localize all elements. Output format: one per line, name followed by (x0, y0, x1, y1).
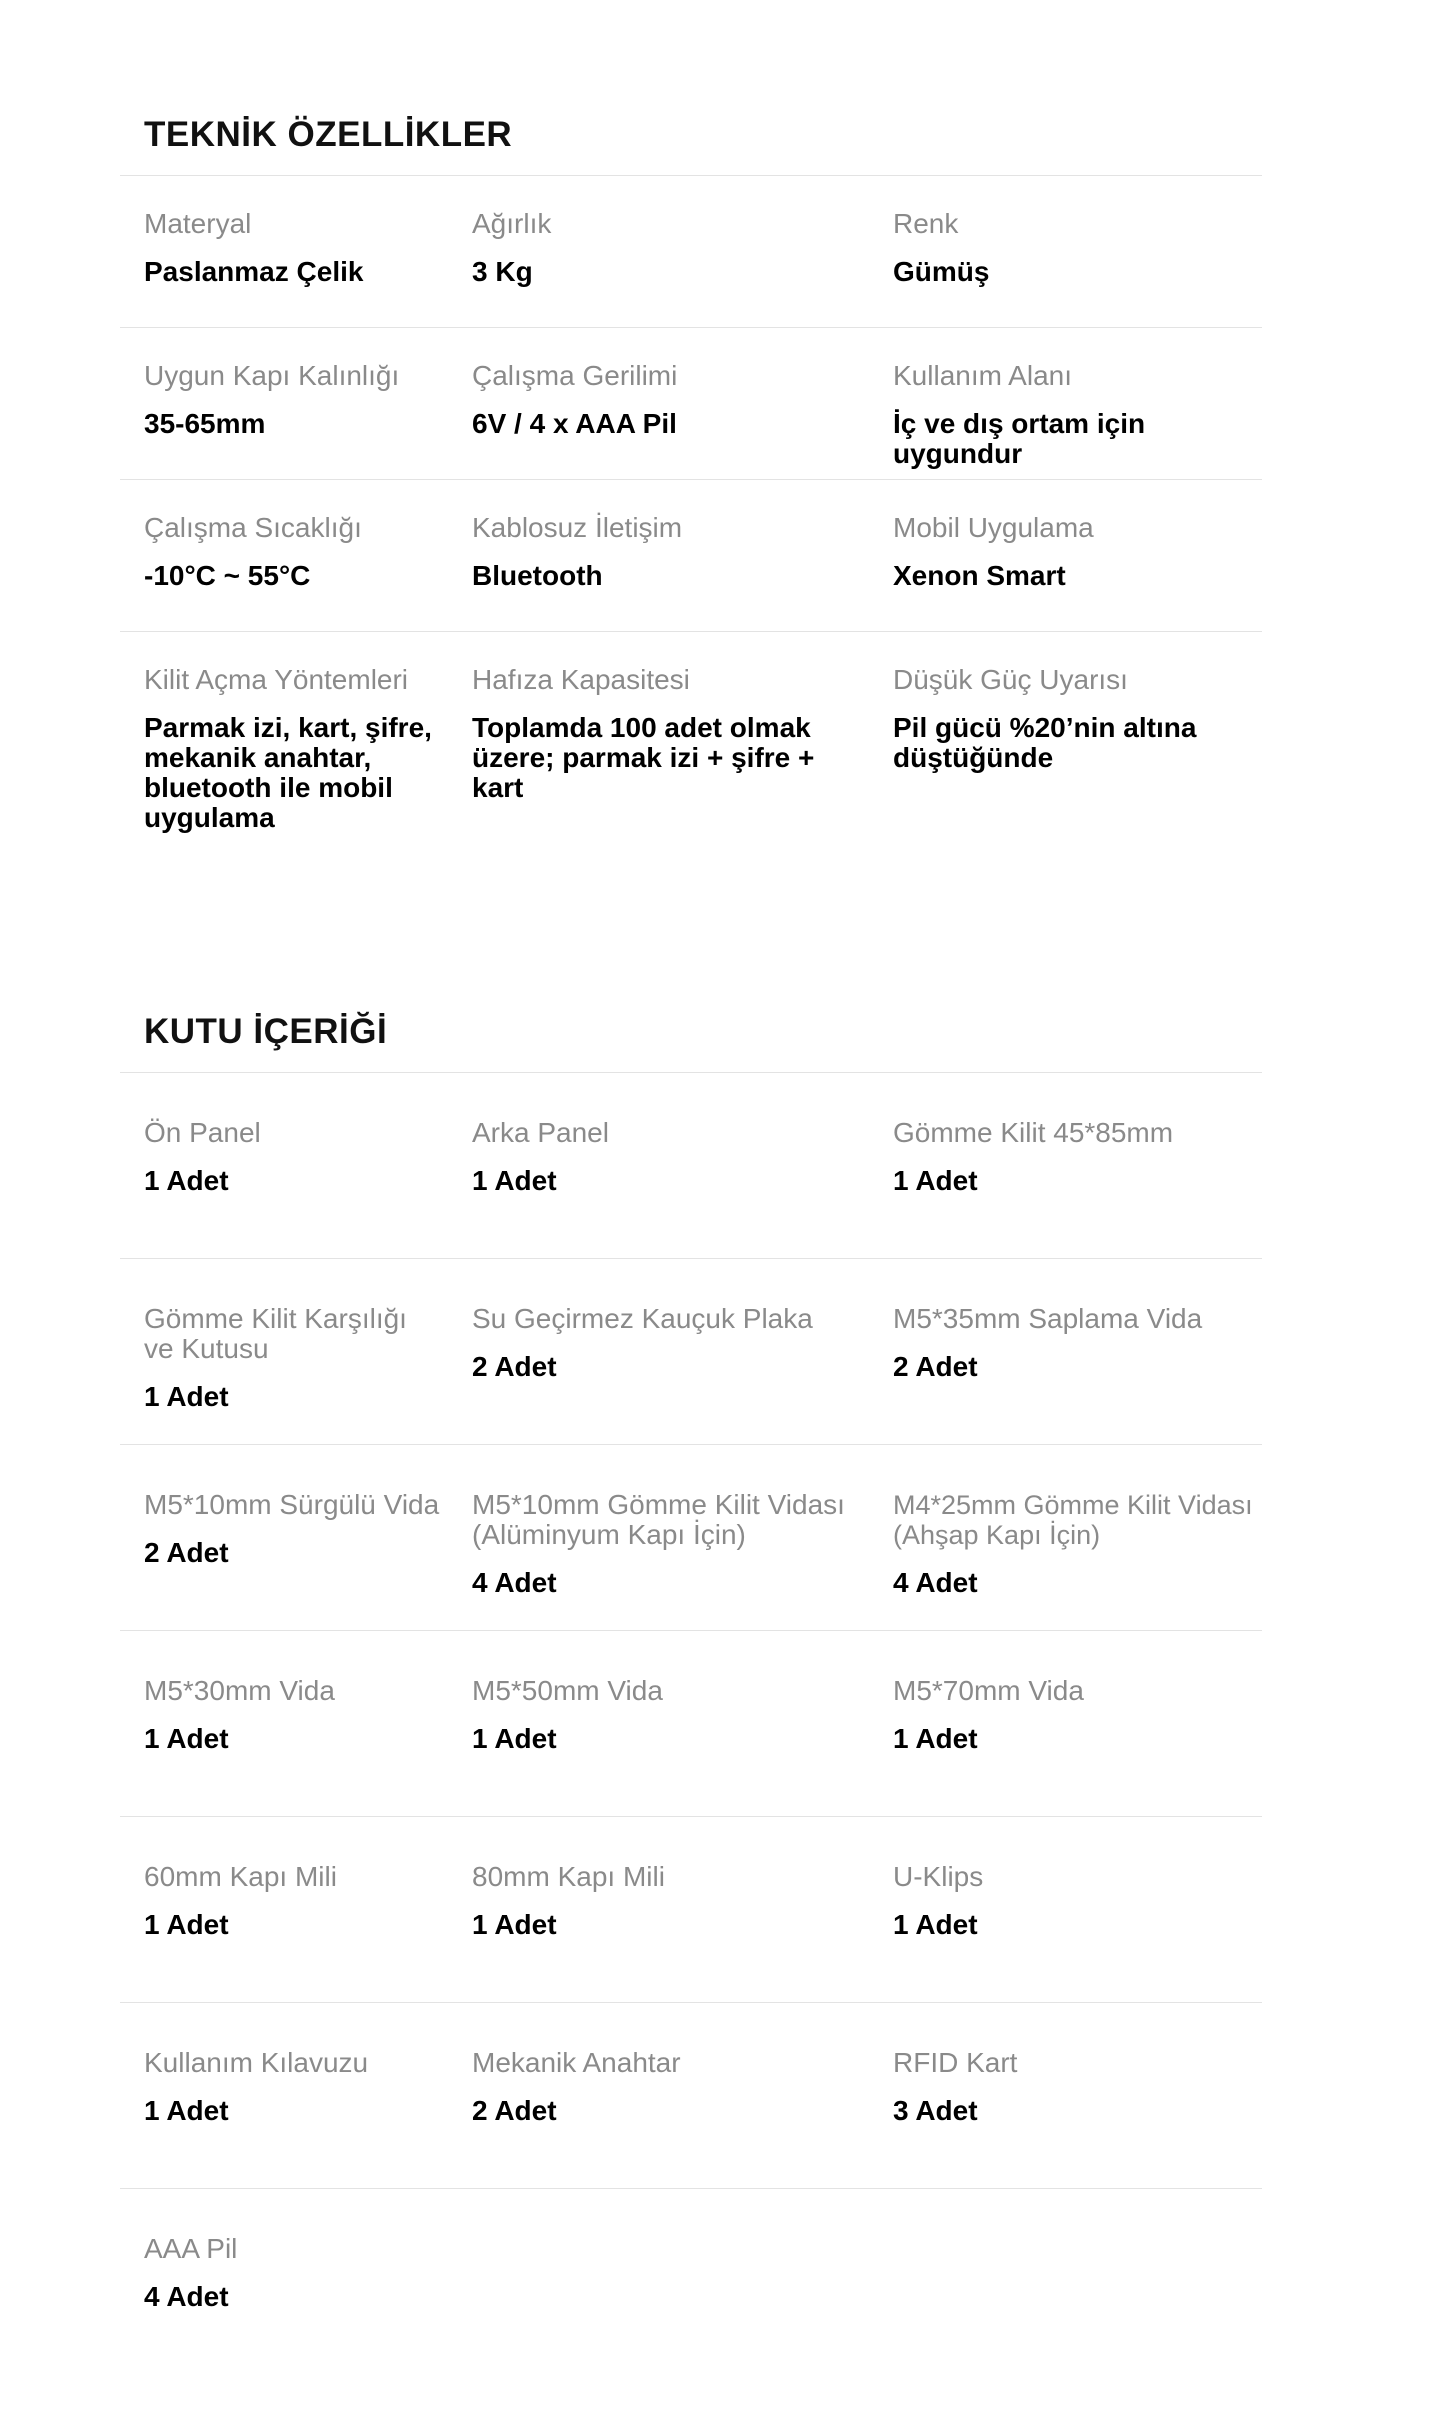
box-item-quantity: 4 Adet (472, 1567, 557, 1598)
box-item (120, 2048, 472, 2188)
box-item-quantity: 1 Adet (144, 1381, 229, 1412)
box-item (472, 1676, 893, 1816)
box-row (120, 1073, 1262, 1258)
box-item-label: Su Geçirmez Kauçuk Plaka (472, 1303, 813, 1334)
spec-value: İç ve dış ortam için uygundur (893, 408, 1146, 469)
box-item (120, 2234, 472, 2374)
spec-value: Toplamda 100 adet olmak üzere; parmak izi + şifre + kart (472, 712, 815, 803)
spec-value: 6V / 4 x AAA Pil (472, 408, 677, 439)
box-item-label: U-Klips (893, 1861, 984, 1892)
spec-label: Materyal (144, 208, 252, 239)
spec-value: 35-65mm (144, 408, 266, 439)
spec-cell (893, 209, 1262, 327)
box-item-quantity: 4 Adet (893, 1567, 978, 1598)
box-item-label: M4*25mm Gömme Kilit Vidası (Ahşap Kapı İçin) (893, 1490, 1253, 1550)
spec-value: -10°C ~ 55°C (144, 560, 311, 591)
box-item-label: M5*50mm Vida (472, 1675, 663, 1706)
box-item-quantity: 2 Adet (472, 2095, 557, 2126)
spec-section-title: TEKNİK ÖZELLİKLER (144, 115, 513, 154)
box-item-quantity: 1 Adet (893, 1723, 978, 1754)
box-item-label: Mekanik Anahtar (472, 2047, 681, 2078)
spec-label: Renk (893, 208, 959, 239)
box-row (120, 2003, 1262, 2188)
box-item-label: RFID Kart (893, 2047, 1018, 2078)
box-item-quantity: 1 Adet (893, 1165, 978, 1196)
box-item-quantity: 1 Adet (144, 1165, 229, 1196)
spec-section (120, 115, 1262, 882)
box-item (120, 1118, 472, 1258)
spec-cell (120, 361, 472, 479)
spec-value: Gümüş (893, 256, 990, 287)
box-item (472, 1118, 893, 1258)
box-item-label: Ön Panel (144, 1117, 261, 1148)
box-item (472, 1304, 893, 1444)
box-item-label: M5*35mm Saplama Vida (893, 1303, 1203, 1334)
box-item (893, 1118, 1262, 1258)
spec-cell (472, 361, 893, 479)
spec-row (120, 480, 1262, 631)
spec-row (120, 632, 1262, 882)
spec-value: Parmak izi, kart, şifre, mekanik anahtar, bluetooth ile mobil uygulama (144, 712, 432, 833)
spec-row (120, 176, 1262, 327)
box-item-label: Gömme Kilit 45*85mm (893, 1117, 1174, 1148)
spec-cell (120, 209, 472, 327)
spec-label: Ağırlık (472, 208, 552, 239)
box-item-label: M5*10mm Gömme Kilit Vidası (Alüminyum Kapı İçin) (472, 1489, 845, 1550)
box-item-label: M5*10mm Sürgülü Vida (144, 1489, 440, 1520)
spec-value: Pil gücü %20’nin altına düştüğünde (893, 712, 1197, 773)
box-row (120, 1631, 1262, 1816)
box-row (120, 2189, 1262, 2374)
box-item (893, 1304, 1262, 1444)
box-item (893, 2048, 1262, 2188)
box-item-label: Kullanım Kılavuzu (144, 2047, 369, 2078)
spec-label: Mobil Uygulama (893, 512, 1094, 543)
spec-label: Düşük Güç Uyarısı (893, 664, 1128, 695)
box-row (120, 1259, 1262, 1444)
box-row (120, 1445, 1262, 1630)
box-contents-title: KUTU İÇERİĞİ (144, 1012, 388, 1051)
spec-label: Kablosuz İletişim (472, 512, 683, 543)
box-item-quantity: 1 Adet (472, 1909, 557, 1940)
box-item-quantity: 2 Adet (893, 1351, 978, 1382)
spec-label: Kullanım Alanı (893, 360, 1072, 391)
spec-row (120, 328, 1262, 479)
box-item (472, 1862, 893, 2002)
box-item-quantity: 1 Adet (893, 1909, 978, 1940)
spec-cell (893, 361, 1262, 479)
box-item-label: AAA Pil (144, 2233, 238, 2264)
spec-cell (893, 513, 1262, 631)
box-item (120, 1676, 472, 1816)
spec-cell (472, 209, 893, 327)
spec-label: Kilit Açma Yöntemleri (144, 664, 409, 695)
box-item (893, 1676, 1262, 1816)
spec-value: Paslanmaz Çelik (144, 256, 364, 287)
box-item (120, 1304, 472, 1444)
spec-label: Çalışma Sıcaklığı (144, 512, 362, 543)
spec-value: 3 Kg (472, 256, 533, 287)
box-item-label: 80mm Kapı Mili (472, 1861, 665, 1892)
box-item-quantity: 4 Adet (144, 2281, 229, 2312)
spec-label: Uygun Kapı Kalınlığı (144, 360, 400, 391)
spec-cell (120, 513, 472, 631)
box-item-quantity: 1 Adet (472, 1165, 557, 1196)
box-item-quantity: 1 Adet (472, 1723, 557, 1754)
spec-value: Bluetooth (472, 560, 603, 591)
box-item-quantity: 1 Adet (144, 1723, 229, 1754)
box-item (472, 2048, 893, 2188)
box-item (120, 1862, 472, 2002)
box-item-quantity: 3 Adet (893, 2095, 978, 2126)
spec-cell (893, 665, 1262, 882)
box-item-label: M5*30mm Vida (144, 1675, 335, 1706)
box-item (893, 1862, 1262, 2002)
spec-value: Xenon Smart (893, 560, 1066, 591)
box-item-label: Gömme Kilit Karşılığı ve Kutusu (144, 1303, 407, 1364)
box-item (472, 1490, 893, 1630)
box-item-label: M5*70mm Vida (893, 1675, 1084, 1706)
spec-cell (472, 665, 893, 882)
box-item (893, 1490, 1262, 1630)
box-row (120, 1817, 1262, 2002)
spec-cell (472, 513, 893, 631)
box-item-quantity: 2 Adet (472, 1351, 557, 1382)
spec-cell (120, 665, 472, 882)
box-item-quantity: 1 Adet (144, 2095, 229, 2126)
box-contents-section (120, 1012, 1262, 2374)
spec-label: Çalışma Gerilimi (472, 360, 678, 391)
box-item-label: 60mm Kapı Mili (144, 1861, 337, 1892)
box-item-label: Arka Panel (472, 1117, 609, 1148)
box-item (120, 1490, 472, 1630)
spec-label: Hafıza Kapasitesi (472, 664, 690, 695)
box-item-quantity: 1 Adet (144, 1909, 229, 1940)
box-item-quantity: 2 Adet (144, 1537, 229, 1568)
